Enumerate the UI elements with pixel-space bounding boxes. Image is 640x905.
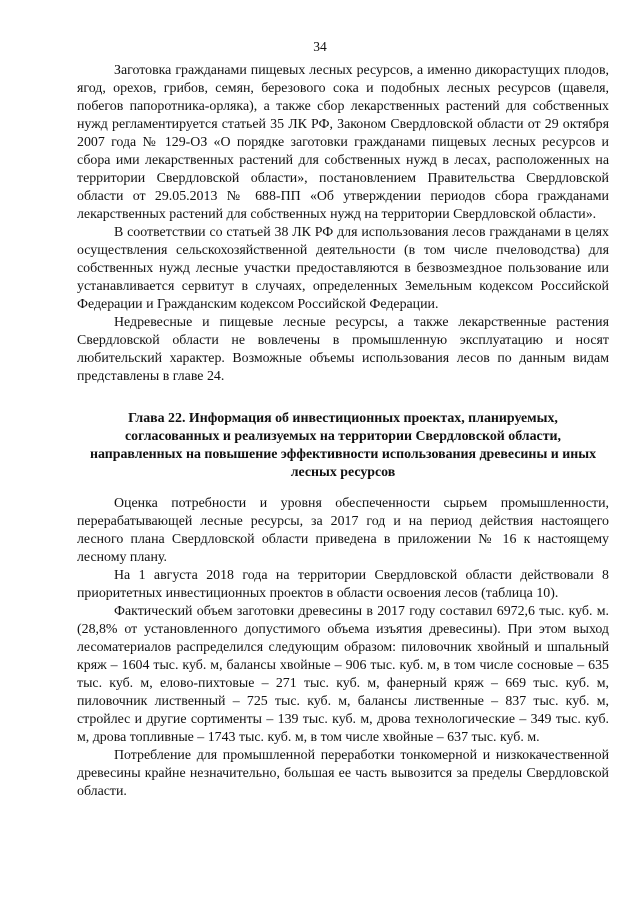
paragraph: На 1 августа 2018 года на территории Свердловской области действовали 8 приоритетных инвестиционных проектов в области освоения лесов (таблица 10). [77,568,609,601]
paragraph: Заготовка гражданами пищевых лесных ресурсов, а именно дикорастущих плодов, ягод, орехов, грибов, семян, березового сока и подобных лесных ресурсов (щавеля, побегов папоротника-орляка), а также сбор лекарственных растений для собственных нужд регламентируется статьей 35 ЛК РФ, Законом Свердловской области от 29 октября 2007 года № 129-ОЗ «О порядке заготовки гражданами пищевых лесных ресурсов и сбора ими лекарственных растений для собственных нужд в лесах, расположенных на территории Свердловской области», постановлением Правительства Свердловской области от 29.05.2013 № 688-ПП «Об утверждении периодов сбора гражданами лекарственных растений для собственных нужд на территории Свердловской области». [77,63,609,222]
body-section-bottom [77,495,609,801]
paragraph: Потребление для промышленной переработки тонкомерной и низкокачественной древесины крайне незначительно, большая ее часть вывозится за пределы Свердловской области. [77,748,609,799]
chapter-heading: Глава 22. Информация об инвестиционных проектах, планируемых, согласованных и реализуемых на территории Свердловской области, направленных на повышение эффективности использования древесины и иных лесных ресурсов [89,411,597,480]
page-number: 34 [313,39,327,54]
paragraph: Недревесные и пищевые лесные ресурсы, а также лекарственные растения Свердловской области не вовлечены в промышленную эксплуатацию и носят любительский характер. Возможные объемы использования лесов по данным видам представлены в главе 24. [77,315,609,384]
paragraph: В соответствии со статьей 38 ЛК РФ для использования лесов гражданами в целях осуществления сельскохозяйственной деятельности (в том числе пчеловодства) для собственных нужд лесные участки предоставляются в безвозмездное пользование или устанавливается сервитут в случаях, определенных Земельным кодексом Российской Федерации и Гражданским кодексом Российской Федерации. [77,225,609,312]
paragraph: Оценка потребности и уровня обеспеченности сырьем промышленности, перерабатывающей лесные ресурсы, за 2017 год и на период действия настоящего лесного плана Свердловской области приведена в приложении № 16 к настоящему лесному плану. [77,496,609,565]
body-section-top [77,62,609,386]
paragraph: Фактический объем заготовки древесины в 2017 году составил 6972,6 тыс. куб. м. (28,8% от установленного допустимого объема изъятия древесины). При этом выход лесоматериалов распределился следующим образом: пиловочник хвойный и шпальный кряж – 1604 тыс. куб. м, балансы хвойные – 906 тыс. куб. м, в том числе сосновые – 635 тыс. куб. м, елово-пихтовые – 271 тыс. куб. м, фанерный кряж – 669 тыс. куб. м, пиловочник лиственный – 725 тыс. куб. м, балансы лиственные – 837 тыс. куб. м, стройлес и другие сортименты – 139 тыс. куб. м, дрова технологические – 349 тыс. куб. м, дрова топливные – 1743 тыс. куб. м, в том числе хвойные – 637 тыс. куб. м. [77,604,609,745]
